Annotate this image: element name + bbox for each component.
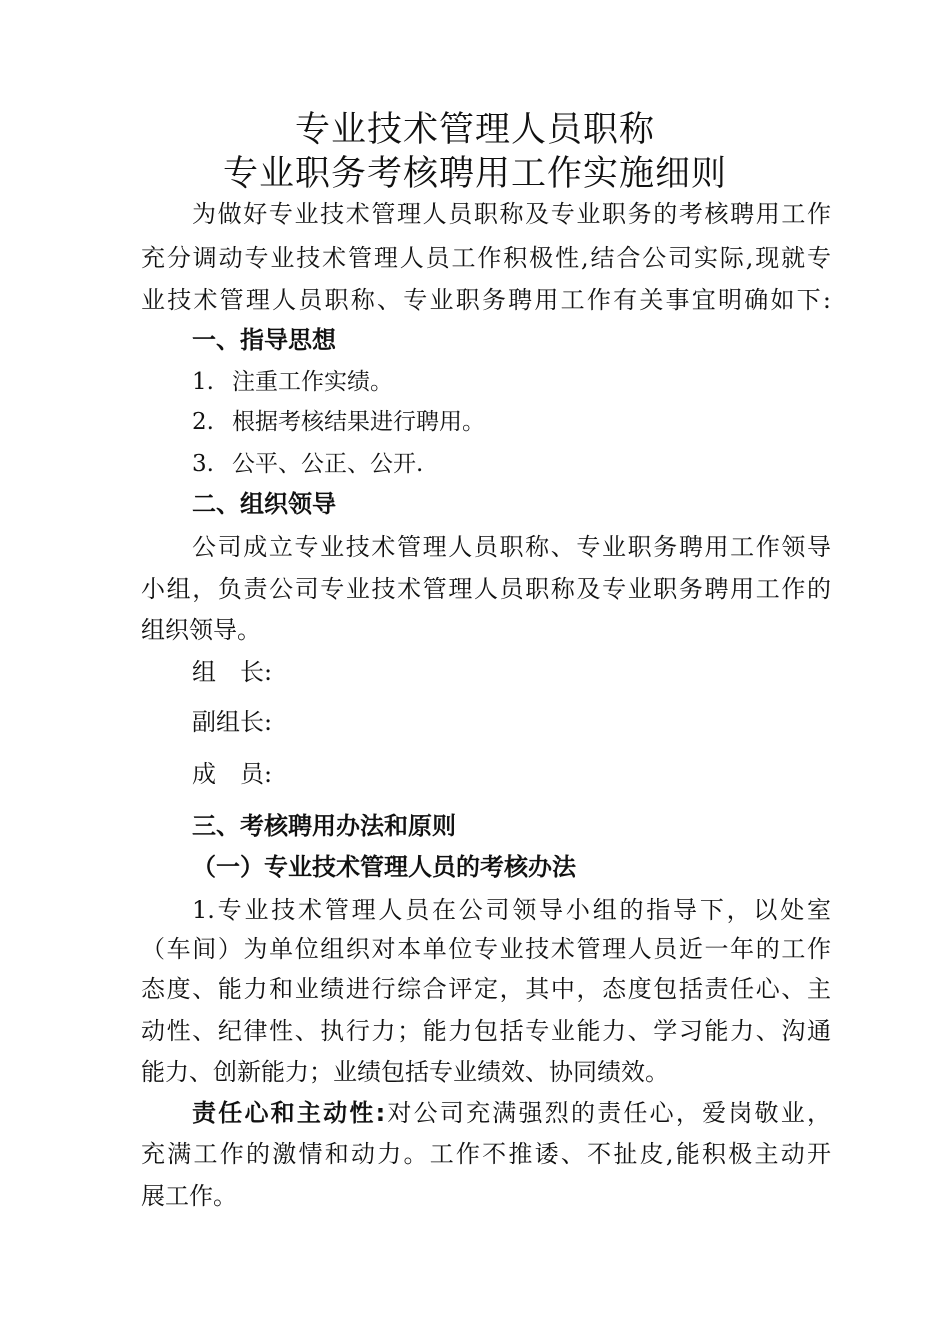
- section-heading-organization: 二、组织领导: [192, 490, 336, 518]
- intro-line: 充分调动专业技术管理人员工作积极性,结合公司实际,现就专: [141, 244, 831, 272]
- responsibility-label: 责任心和主动性:: [192, 1099, 386, 1127]
- sub-heading-assessment: （一）专业技术管理人员的考核办法: [192, 853, 576, 881]
- list-item: [192, 448, 423, 480]
- list-item-text: 公平、公正、公开.: [232, 451, 424, 477]
- member-label-members: 成 员:: [192, 760, 273, 788]
- document-title-line-2: 专业职务考核聘用工作实施细则: [222, 154, 727, 194]
- list-item: [192, 406, 485, 438]
- assessment-paragraph-line: （车间）为单位组织对本单位专业技术管理人员近一年的工作: [141, 935, 831, 963]
- list-item: [192, 366, 393, 398]
- responsibility-text: 对公司充满强烈的责任心，爱岗敬业，: [385, 1099, 831, 1127]
- list-item-text: 根据考核结果进行聘用。: [232, 409, 485, 435]
- intro-line: 为做好专业技术管理人员职称及专业职务的考核聘用工作: [192, 200, 831, 228]
- member-label-deputy-leader: 副组长:: [192, 708, 273, 736]
- responsibility-paragraph-line: 充满工作的激情和动力。工作不推诿、不扯皮,能积极主动开: [141, 1140, 831, 1168]
- list-item-number: 1.: [192, 369, 214, 395]
- assessment-paragraph-line: 1.专业技术管理人员在公司领导小组的指导下，以处室: [192, 896, 831, 924]
- document-title-line-1: 专业技术管理人员职称: [294, 110, 655, 150]
- assessment-paragraph-line: 能力、创新能力；业绩包括专业绩效、协同绩效。: [141, 1058, 669, 1086]
- organization-paragraph-line: 组织领导。: [141, 616, 261, 644]
- responsibility-paragraph-line: [192, 1097, 831, 1129]
- responsibility-paragraph-line: 展工作。: [141, 1182, 237, 1210]
- assessment-paragraph-line: 动性、纪律性、执行力；能力包括专业能力、学习能力、沟通: [141, 1017, 831, 1045]
- list-item-number: 3.: [192, 451, 214, 477]
- member-label-leader: 组 长:: [192, 658, 273, 686]
- list-item-text: 注重工作实绩。: [232, 369, 393, 395]
- list-item-number: 2.: [192, 409, 214, 435]
- organization-paragraph-line: 小组，负责公司专业技术管理人员职称及专业职务聘用工作的: [141, 575, 831, 603]
- assessment-paragraph-line: 态度、能力和业绩进行综合评定，其中，态度包括责任心、主: [141, 975, 831, 1003]
- intro-line: 业技术管理人员职称、专业职务聘用工作有关事宜明确如下:: [141, 286, 831, 314]
- organization-paragraph-line: 公司成立专业技术管理人员职称、专业职务聘用工作领导: [192, 533, 831, 561]
- section-heading-assessment-methods: 三、考核聘用办法和原则: [192, 812, 456, 840]
- section-heading-guiding-principles: 一、指导思想: [192, 326, 336, 354]
